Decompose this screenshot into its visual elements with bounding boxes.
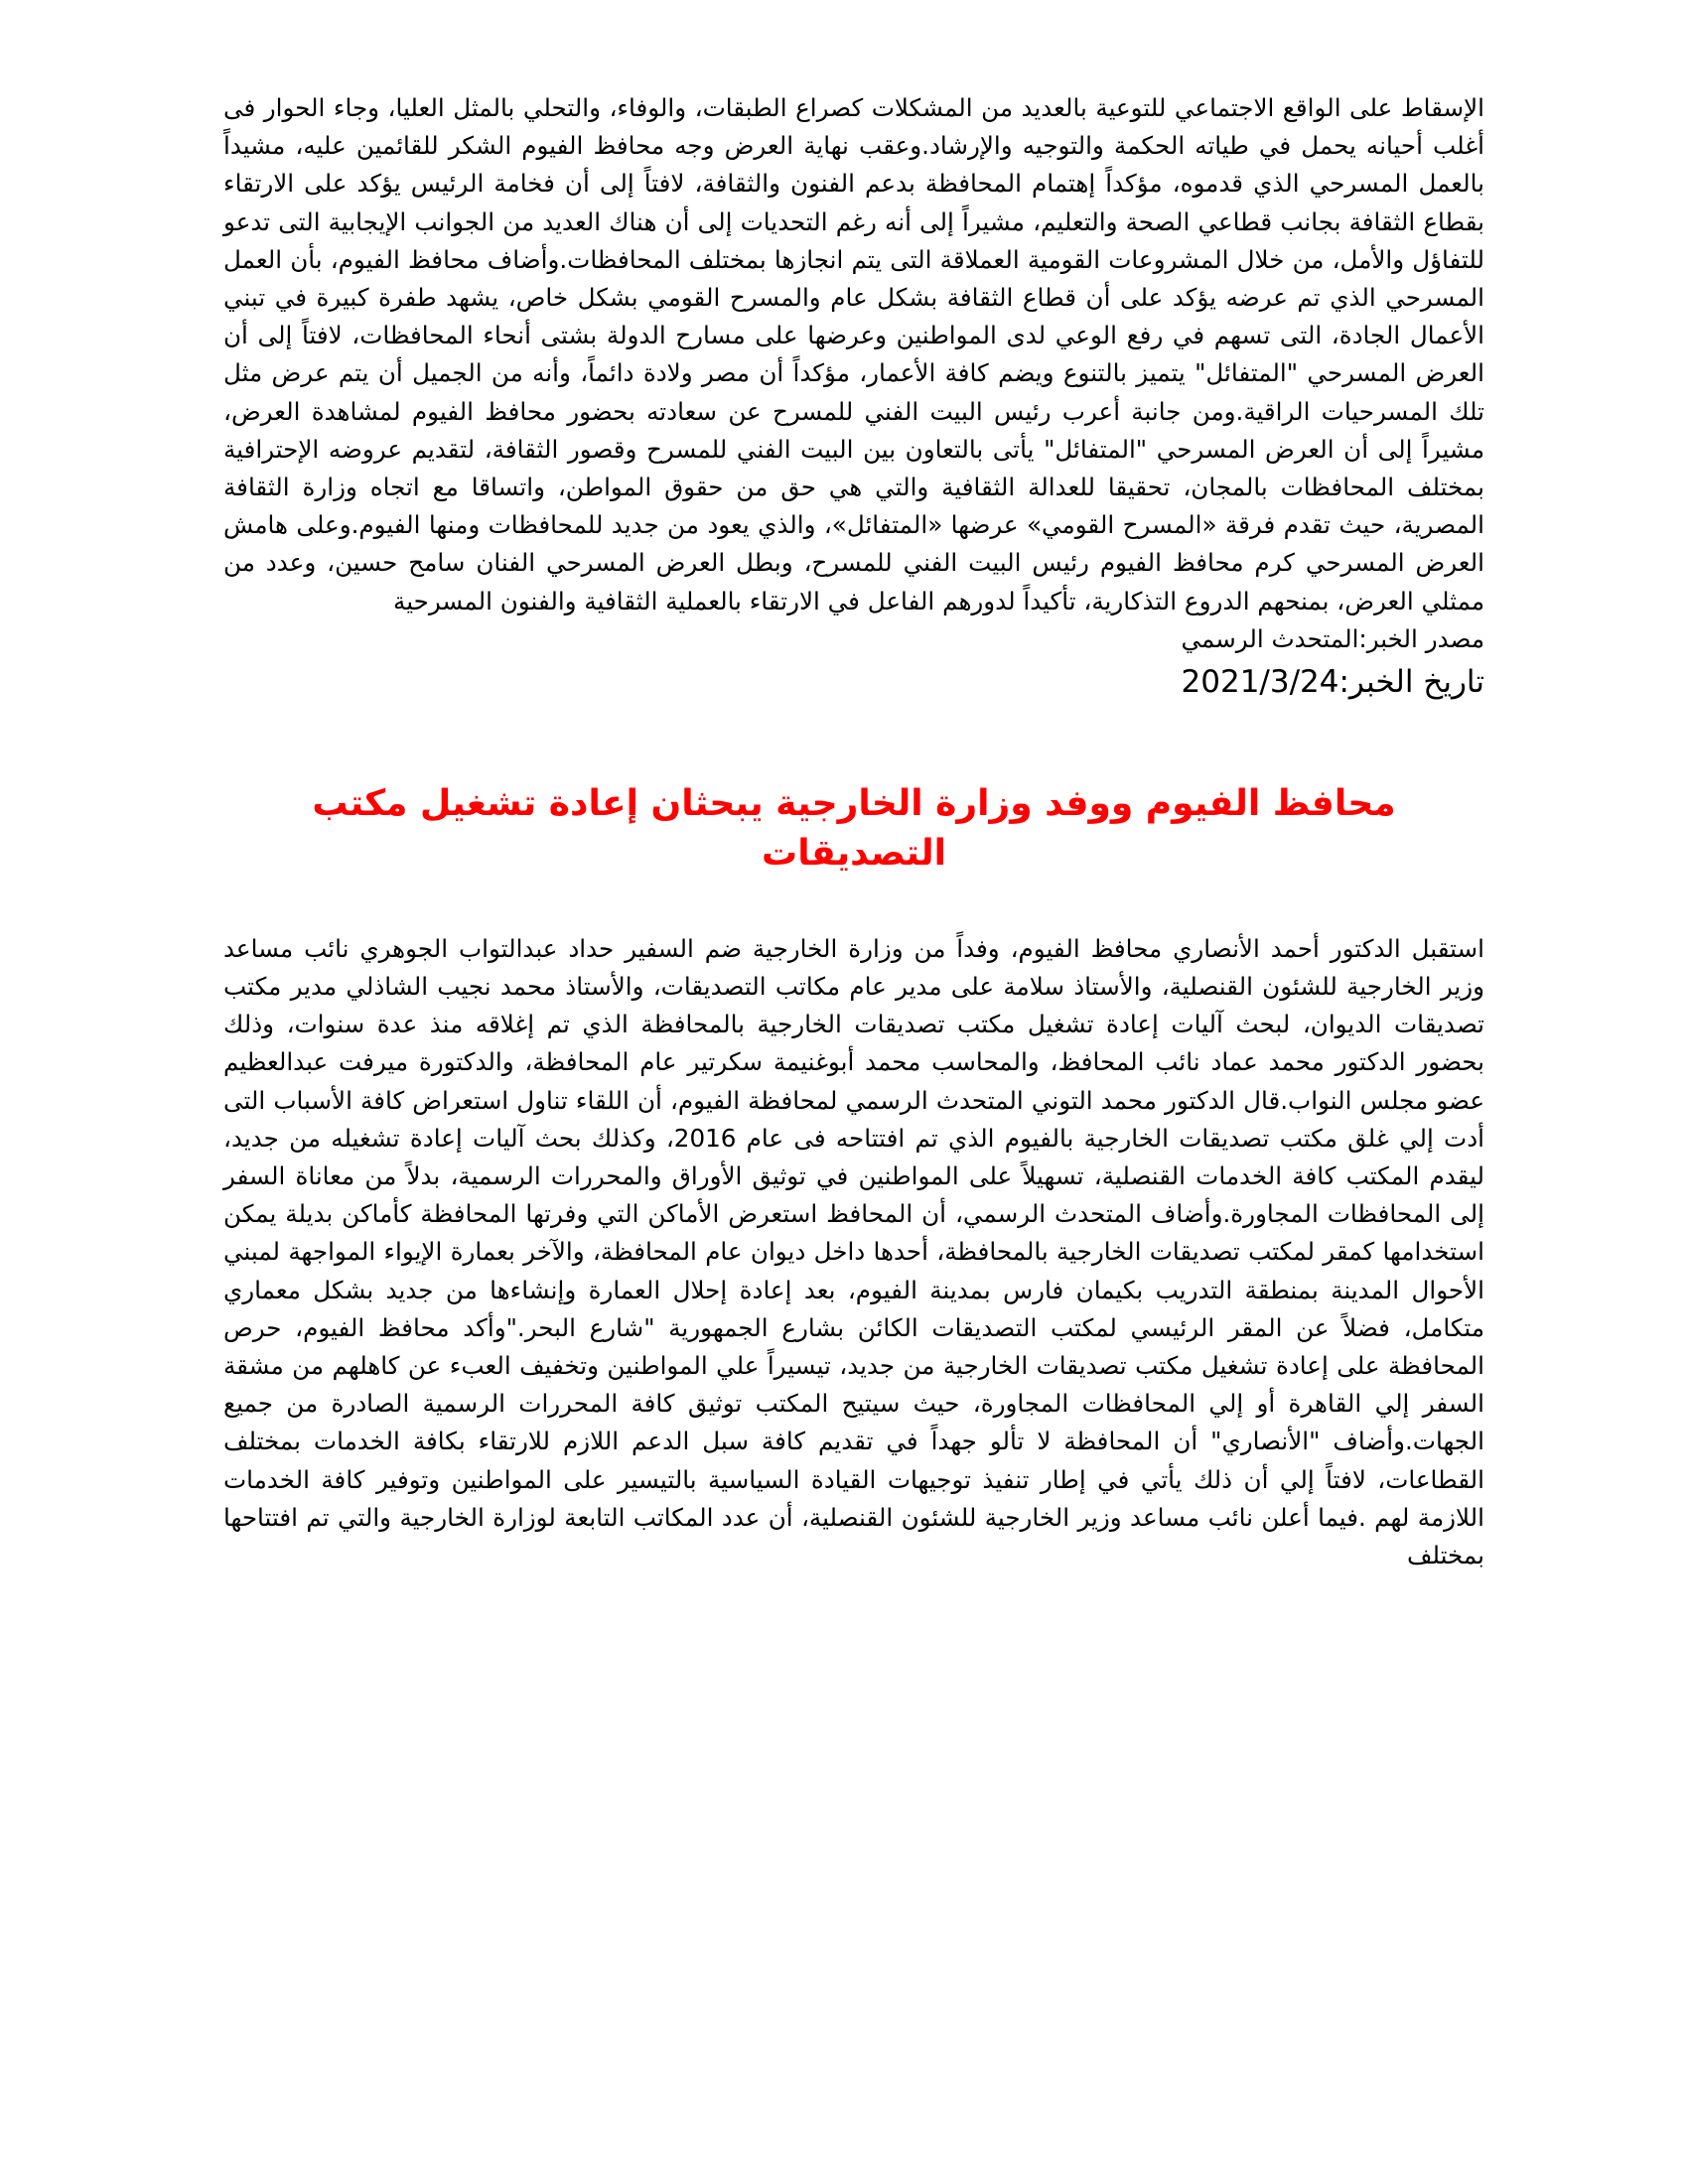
article-body-second: استقبل الدكتور أحمد الأنصاري محافظ الفيوم، وفداً من وزارة الخارجية ضم السفير حداد عبدالتواب الجوهري نائب مساعد وزير الخارجية للشئون القنصلية، والأستاذ سلامة على مدير عام مكاتب التصديقات، والأستاذ محمد نجيب الشاذلي مدير مكتب تصديقات الديوان، لبحث آليات إعادة تشغيل مكتب تصديقات الخارجية بالمحافظة الذي تم إغلاقه منذ عدة سنوات، وذلك بحضور الدكتور محمد عماد نائب المحافظ، والمحاسب محمد أبوغنيمة سكرتير عام المحافظة، والدكتورة ميرفت عبدالعظيم عضو مجلس النواب.قال الدكتور محمد التوني المتحدث الرسمي لمحافظة الفيوم، أن اللقاء تناول استعراض كافة الأسباب التى أدت إلي غلق مكتب تصديقات الخارجية بالفيوم الذي تم افتتاحه فى عام 2016، وكذلك بحث آليات إعادة تشغيله من جديد، ليقدم المكتب كافة الخدمات القنصلية، تسهيلاً على المواطنين في توثيق الأوراق والمحررات الرسمية، بدلاً من معاناة السفر إلى المحافظات المجاورة.وأضاف المتحدث الرسمي، أن المحافظ استعرض الأماكن التي وفرتها المحافظة كأماكن بديلة يمكن استخدامها كمقر لمكتب تصديقات الخارجية بالمحافظة، أحدها داخل ديوان عام المحافظة، والآخر بعمارة الإيواء المواجهة لمبني الأحوال المدينة بمنطقة التدريب بكيمان فارس بمدينة الفيوم، بعد إعادة إحلال العمارة وإنشاءها من جديد بشكل معماري متكامل، فضلاً عن المقر الرئيسي لمكتب التصديقات الكائن بشارع الجمهورية "شارع البحر."وأكد محافظ الفيوم، حرص المحافظة على إعادة تشغيل مكتب تصديقات الخارجية من جديد، تيسيراً علي المواطنين وتخفيف العبء عن كاهلهم من مشقة السفر إلي القاهرة أو إلي المحافظات المجاورة، حيث سيتيح المكتب توثيق كافة المحررات الرسمية الصادرة من جميع الجهات.وأضاف "الأنصاري" أن المحافظة لا تألو جهداً في تقديم كافة سبل الدعم اللازم للارتقاء بكافة الخدمات بمختلف القطاعات، لافتاً إلي أن ذلك يأتي في إطار تنفيذ توجيهات القيادة السياسية بالتيسير على المواطنين وتوفير كافة الخدمات اللازمة لهم .فيما أعلن نائب مساعد وزير الخارجية للشئون القنصلية، أن عدد المكاتب التابعة لوزارة الخارجية والتي تم افتتاحها بمختلف bbox=[223, 933, 1484, 1570]
news-source: مصدر الخبر:المتحدث الرسمي bbox=[1181, 623, 1484, 653]
article-headline: محافظ الفيوم ووفد وزارة الخارجية يبحثان إعادة تشغيل مكتب التصديقات bbox=[312, 782, 1396, 874]
article-body: الإسقاط على الواقع الاجتماعي للتوعية بالعديد من المشكلات كصراع الطبقات، والوفاء، والتحلي بالمثل العليا، وجاء الحوار فى أغلب أحيانه يحمل في طياته الحكمة والتوجيه والإرشاد.وعقب نهاية العرض وجه محافظ الفيوم الشكر للقائمين عليه، مشيداً بالعمل المسرحي الذي قدموه، مؤكداً إهتمام المحافظة بدعم الفنون والثقافة، لافتاً إلى أن فخامة الرئيس يؤكد على الارتقاء بقطاع الثقافة بجانب قطاعي الصحة والتعليم، مشيراً إلى أنه رغم التحديات إلى أن هناك العديد من الجوانب الإيجابية التى تدعو للتفاؤل والأمل، من خلال المشروعات القومية العملاقة التى يتم انجازها بمختلف المحافظات.وأضاف محافظ الفيوم، بأن العمل المسرحي الذي تم عرضه يؤكد على أن قطاع الثقافة بشكل عام والمسرح القومي بشكل خاص، يشهد طفرة كبيرة في تبني الأعمال الجادة، التى تسهم في رفع الوعي لدى المواطنين وعرضها على مسارح الدولة بشتى أنحاء المحافظات، لافتاً إلى أن العرض المسرحي "المتفائل" يتميز بالتنوع ويضم كافة الأعمار، مؤكداً أن مصر ولادة دائماً، وأنه من الجميل أن يتم عرض مثل تلك المسرحيات الراقية.ومن جانبة أعرب رئيس البيت الفني للمسرح عن سعادته بحضور محافظ الفيوم لمشاهدة العرض، مشيراً إلى أن العرض المسرحي "المتفائل" يأتى بالتعاون بين البيت الفني للمسرح وقصور الثقافة، لتقديم عروضه الإحترافية بمختلف المحافظات بالمجان، تحقيقا للعدالة الثقافية والتي هي حق من حقوق المواطن، واتساقا مع اتجاه وزارة الثقافة المصرية، حيث تقدم فرقة «المسرح القومي» عرضها «المتفائل»، والذي يعود من جديد للمحافظات ومنها الفيوم.وعلى هامش العرض المسرحي كرم محافظ الفيوم رئيس البيت الفني للمسرح، وبطل العرض المسرحي الفنان سامح حسين، وعدد من ممثلي العرض، بمنحهم الدروع التذكارية، تأكيداً لدورهم الفاعل في الارتقاء بالعملية الثقافية والفنون المسرحية bbox=[223, 93, 1484, 615]
document-page bbox=[223, 89, 1484, 1574]
news-date: تاريخ الخبر:2021/3/24 bbox=[1181, 663, 1484, 700]
